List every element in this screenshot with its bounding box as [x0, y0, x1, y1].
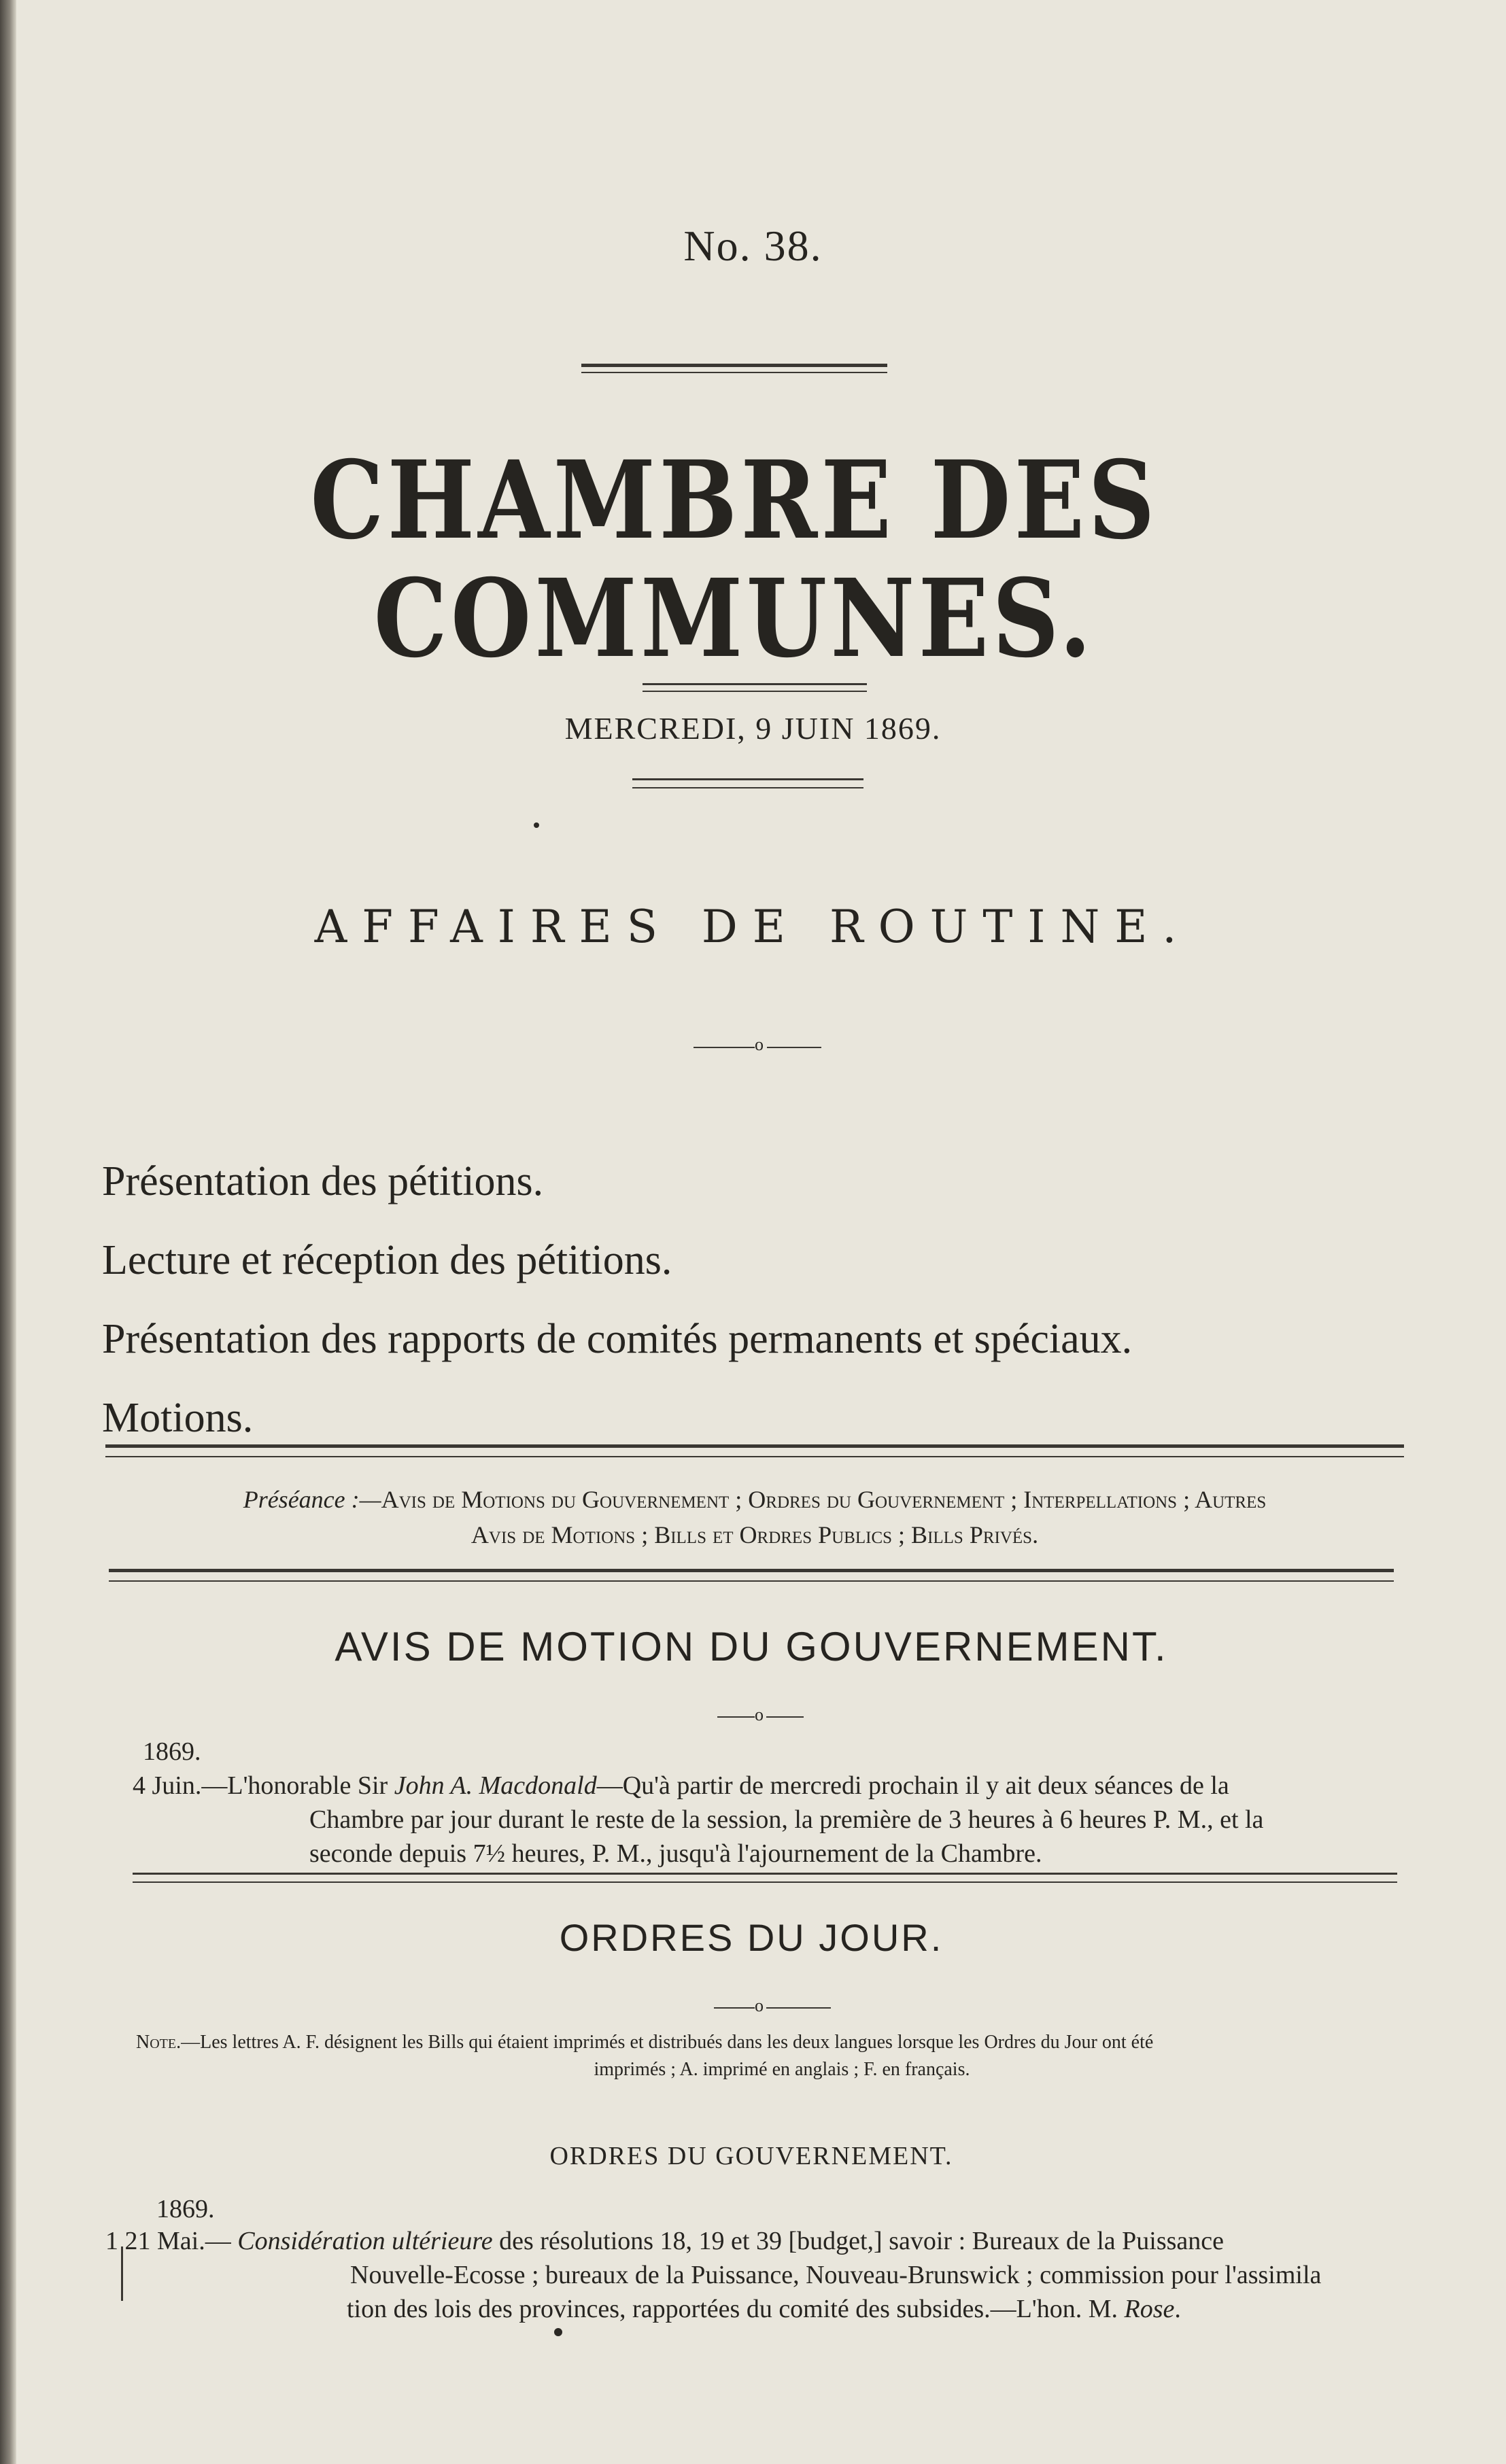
govt-orders-line-1	[105, 2224, 1438, 2258]
orders-note-line-1	[136, 2029, 1428, 2056]
govt-motion-ornament: o	[755, 1705, 764, 1724]
routine-items-list	[102, 1142, 1394, 1457]
ink-speck	[534, 822, 539, 828]
govt-motion-heading: AVIS DE MOTION DU GOUVERNEMENT.	[335, 1624, 1168, 1669]
govt-orders-minister: Rose	[1124, 2295, 1175, 2323]
routine-item: Motions.	[102, 1395, 254, 1441]
govt-orders-date: 21 Mai.—	[124, 2227, 231, 2255]
orders-note-label: Note.—	[136, 2032, 201, 2053]
govt-motion-line-2: Chambre par jour durant le reste de la session, la première de 3 heures à 6 heures P. M., et la	[309, 1805, 1264, 1834]
sitting-date: MERCREDI, 9 JUIN 1869.	[564, 711, 942, 746]
orders-of-day-heading: ORDRES DU JOUR.	[559, 1916, 944, 1959]
govt-orders-heading: ORDRES DU GOUVERNEMENT.	[549, 2142, 953, 2170]
ornament-rule-right	[767, 1047, 821, 1048]
section-rule-3a	[133, 1873, 1397, 1875]
orders-ornament: o	[755, 1996, 764, 2015]
orders-note-text-2: imprimés ; A. imprimé en anglais ; F. en français.	[594, 2059, 970, 2080]
govt-orders-text-3-end: .	[1174, 2295, 1181, 2323]
govt-orders-line-3	[105, 2292, 1438, 2326]
title-rule-top	[581, 364, 887, 367]
govt-motion-ornament-right	[766, 1716, 804, 1718]
govt-motion-entry	[133, 1769, 1424, 1871]
chamber-title: CHAMBRE DES COMMUNES.	[310, 438, 1159, 682]
govt-motion-line-3: seconde depuis 7½ heures, P. M., jusqu'à l'ajournement de la Chambre.	[309, 1839, 1042, 1868]
orders-ornament-left	[714, 2007, 755, 2009]
govt-motion-line-1	[133, 1769, 1424, 1803]
ornament-mark: o	[755, 1035, 764, 1054]
govt-motion-speaker: John A. Macdonald	[394, 1771, 597, 1800]
govt-motion-text-1: —Qu'à partir de mercredi prochain il y ait deux séances de la	[596, 1771, 1229, 1800]
govt-motion-year: 1869.	[143, 1737, 201, 1766]
section-rule-3b	[133, 1881, 1397, 1883]
orders-ornament-right	[766, 2007, 831, 2009]
routine-item: Présentation des rapports de comités permanents et spéciaux.	[102, 1316, 1133, 1362]
orders-note	[136, 2029, 1428, 2083]
govt-orders-number: 1	[105, 2227, 118, 2255]
govt-orders-year: 1869.	[156, 2195, 215, 2223]
preseance-text-1: Avis de Motions du Gouvernement ; Ordres du Gouvernement ; Interpellations ; Autres	[381, 1486, 1267, 1513]
routine-item: Présentation des pétitions.	[102, 1158, 544, 1204]
section-rule-1a	[105, 1444, 1404, 1448]
govt-orders-entry	[105, 2224, 1438, 2326]
preseance-block	[109, 1482, 1401, 1552]
ornament-rule-left	[694, 1047, 755, 1048]
routine-item: Lecture et réception des pétitions.	[102, 1237, 672, 1283]
preseance-text-2: Avis de Motions ; Bills et Ordres Publics ; Bills Privés.	[470, 1521, 1039, 1548]
ink-speck	[554, 2328, 562, 2336]
date-rule-top	[643, 683, 867, 685]
orders-note-text-1: Les lettres A. F. désignent les Bills qui étaient imprimés et distribués dans les deux langues lorsque les Ordres du Jour ont été	[200, 2032, 1154, 2053]
section-rule-2b	[109, 1580, 1394, 1582]
govt-orders-text-1: des résolutions 18, 19 et 39 [budget,] savoir : Bureaux de la Puissance	[492, 2227, 1225, 2255]
date-rule-top-2	[643, 691, 867, 692]
govt-orders-italic: Considération ultérieure	[237, 2227, 493, 2255]
margin-bar	[121, 2246, 123, 2301]
title-rule-top-2	[581, 372, 887, 373]
date-rule-bottom	[632, 778, 863, 780]
section-rule-1b	[105, 1456, 1404, 1457]
preseance-line-1	[109, 1482, 1401, 1517]
govt-orders-line-2: Nouvelle-Ecosse ; bureaux de la Puissance, Nouveau-Brunswick ; commission pour l'assimila	[350, 2261, 1322, 2289]
preseance-label: Préséance :—	[243, 1486, 381, 1513]
document-number: No. 38.	[683, 222, 823, 270]
date-rule-bottom-2	[632, 787, 863, 788]
routine-heading: AFFAIRES DE ROUTINE.	[314, 901, 1192, 953]
govt-motion-date: 4 Juin.—	[133, 1771, 228, 1800]
govt-motion-speaker-prefix: L'honorable Sir	[227, 1771, 394, 1800]
govt-orders-text-3: tion des lois des provinces, rapportées du comité des subsides.—L'hon. M.	[347, 2295, 1125, 2323]
govt-motion-ornament-left	[717, 1716, 755, 1718]
section-rule-2a	[109, 1569, 1394, 1572]
